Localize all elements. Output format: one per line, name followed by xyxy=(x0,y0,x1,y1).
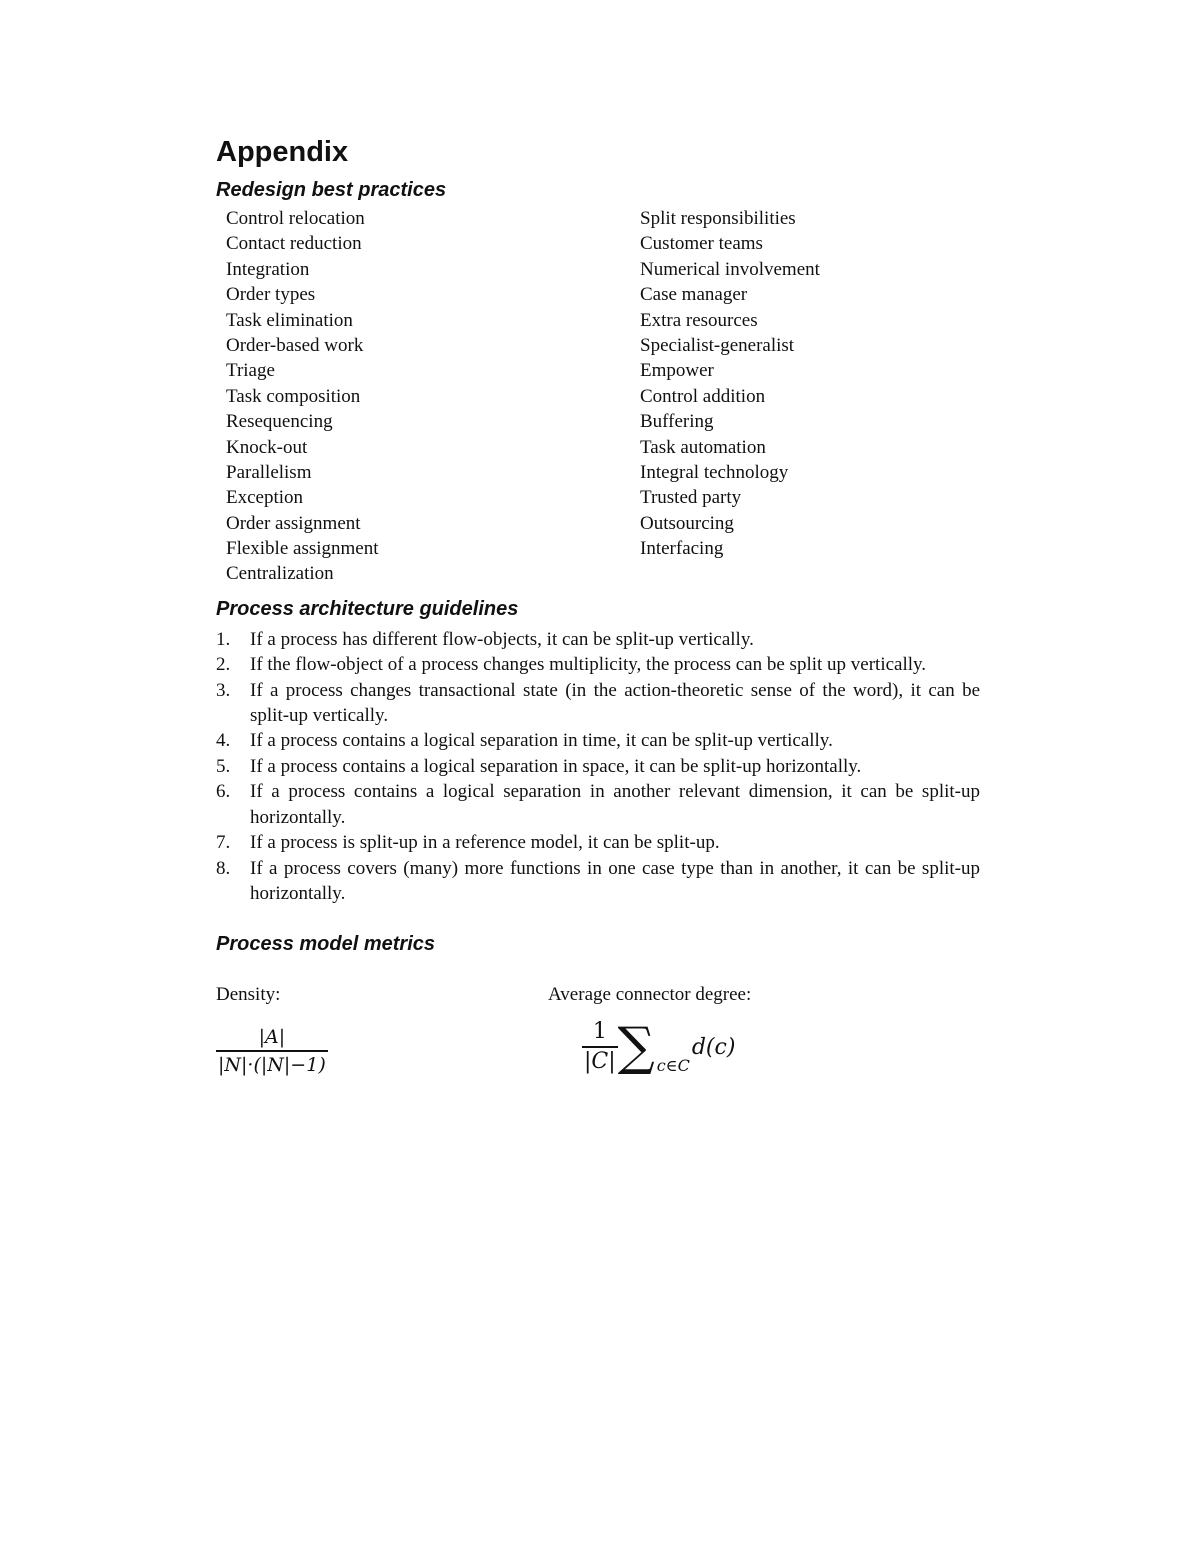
connector-numerator: 1 xyxy=(592,1019,607,1045)
practice-item: Numerical involvement xyxy=(640,258,820,280)
practice-item: Trusted party xyxy=(640,487,742,509)
guideline-text: If a process contains a logical separation in time, it can be split-up vertically. xyxy=(250,730,833,752)
practices-right-column xyxy=(640,206,820,587)
guideline-number: 7. xyxy=(216,832,231,854)
practice-item: Task elimination xyxy=(226,309,353,331)
metrics-section-title: Process model metrics xyxy=(216,933,435,956)
connector-fraction xyxy=(582,1018,618,1076)
guideline-number: 5. xyxy=(216,755,231,777)
practice-item: Order types xyxy=(226,284,316,306)
practices-left-column xyxy=(216,206,640,587)
guideline-number: 8. xyxy=(216,857,231,879)
practice-item: Contact reduction xyxy=(226,233,362,255)
density-numerator: |A| xyxy=(258,1026,286,1049)
practice-item: Outsourcing xyxy=(640,512,734,534)
appendix-content xyxy=(216,132,980,1142)
guideline-number: 6. xyxy=(216,781,231,803)
page-title: Appendix xyxy=(216,136,349,168)
practice-item: Exception xyxy=(226,487,304,509)
practice-item: Specialist-generalist xyxy=(640,334,795,356)
practice-item: Control addition xyxy=(640,385,766,407)
practice-item: Integral technology xyxy=(640,461,789,483)
practice-item: Order assignment xyxy=(226,512,361,534)
guideline-item xyxy=(216,754,980,779)
density-label: Density: xyxy=(216,984,281,1006)
guideline-text: If a process is split-up in a reference model, it can be split-up. xyxy=(250,832,720,854)
practice-item: Parallelism xyxy=(226,461,312,483)
guideline-number: 1. xyxy=(216,628,231,650)
practice-item: Triage xyxy=(226,360,275,382)
redesign-section-title: Redesign best practices xyxy=(216,179,447,201)
summation-subscript: c∈C xyxy=(656,1055,690,1075)
metrics-block xyxy=(216,982,980,1142)
practice-item: Task automation xyxy=(640,436,766,458)
summation-symbol: ∑ xyxy=(617,1017,655,1078)
connector-degree-label: Average connector degree: xyxy=(548,984,752,1006)
guideline-item xyxy=(216,652,980,677)
practice-item: Buffering xyxy=(640,411,714,433)
practice-item: Centralization xyxy=(226,563,334,585)
practice-item: Extra resources xyxy=(640,309,758,331)
practice-item: Interfacing xyxy=(640,538,724,560)
guidelines-list xyxy=(216,627,980,906)
practice-item: Case manager xyxy=(640,284,748,306)
guideline-number: 3. xyxy=(216,679,231,701)
redesign-practices-list xyxy=(216,206,980,587)
guidelines-section-title: Process architecture guidelines xyxy=(216,597,519,620)
density-denominator: |N|·(|N|−1) xyxy=(218,1054,326,1077)
practice-item: Task composition xyxy=(226,385,361,407)
connector-degree-formula xyxy=(582,1018,735,1076)
guideline-text: If a process covers (many) more functions in one case type than in another, it can be split-up horizontally. xyxy=(250,857,980,904)
practice-item: Knock-out xyxy=(226,436,308,458)
guideline-text: If a process contains a logical separation in space, it can be split-up horizontally. xyxy=(250,755,862,777)
practice-item: Control relocation xyxy=(226,208,365,229)
guideline-text: If the flow-object of a process changes multiplicity, the process can be split up vertically. xyxy=(250,654,927,676)
practice-item: Flexible assignment xyxy=(226,538,379,560)
guideline-item xyxy=(216,856,980,907)
guideline-number: 4. xyxy=(216,730,231,752)
guideline-text: If a process has different flow-objects, it can be split-up vertically. xyxy=(250,628,754,650)
practice-item: Resequencing xyxy=(226,411,333,433)
connector-denominator: |C| xyxy=(584,1049,616,1075)
guideline-item xyxy=(216,627,980,652)
guideline-number: 2. xyxy=(216,654,231,676)
practice-item: Split responsibilities xyxy=(640,208,796,229)
practice-item: Order-based work xyxy=(226,334,364,356)
practice-item: Integration xyxy=(226,258,310,280)
guideline-item xyxy=(216,779,980,830)
practice-item: Customer teams xyxy=(640,233,763,255)
guideline-item xyxy=(216,728,980,753)
guideline-text: If a process contains a logical separation in another relevant dimension, it can be split-up horizontally. xyxy=(250,781,980,828)
practice-item: Empower xyxy=(640,360,714,382)
summation-term: d(c) xyxy=(691,1034,736,1060)
guideline-item xyxy=(216,678,980,729)
density-formula xyxy=(216,1024,328,1078)
guideline-text: If a process changes transactional state (in the action-theoretic sense of the word), it can be split-up vertically. xyxy=(250,679,980,727)
density-fraction xyxy=(216,1024,328,1078)
guideline-item xyxy=(216,830,980,855)
